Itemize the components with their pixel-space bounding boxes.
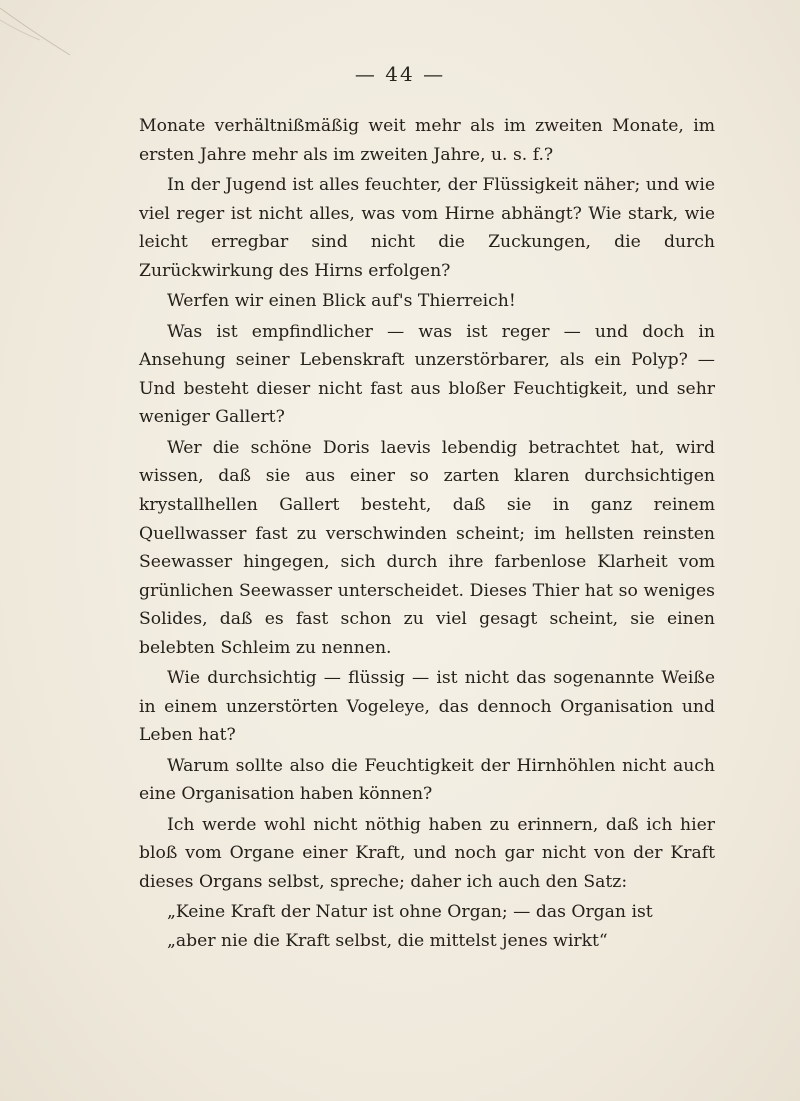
quote-line: „Keine Kraft der Natur ist ohne Organ; — das Organ ist [167,902,653,923]
paragraph: Werfen wir einen Blick auf's Thierreich! [167,291,516,312]
paragraph: Monate verhältnißmäßig weit mehr als im zweiten Monate, im ersten Jahre mehr als im zweiten Jahre, u. s. f.? [139,116,715,165]
quote-line: „aber nie die Kraft selbst, die mittelst jenes wirkt“ [167,931,608,951]
paragraph: Wer die schöne Doris laevis lebendig betrachtet hat, wird wissen, daß sie aus einer so zarten klaren durchsichtigen krystallhellen Gallert besteht, daß sie in ganz reinem Quellwasser fast zu verschwinden scheint; im hellsten reinsten Seewasser hingegen, sich durch ihre farbenlose Klarheit vom grünlichen Seewasser unterscheidet. Dieses Thier hat so weniges Solides, daß es fast schon zu viel gesagt scheint, sie einen belebten Schleim zu nennen. [139,437,715,658]
paragraph: Was ist empfindlicher — was ist reger — und doch in Ansehung seiner Lebenskraft unzerstörbarer, als ein Polyp? — Und besteht dieser nicht fast aus bloßer Feuchtigkeit, und sehr weniger Gallert? [139,321,715,428]
paragraph: Ich werde wohl nicht nöthig haben zu erinnern, daß ich hier bloß vom Organe einer Kraft, und noch gar nicht von der Kraft dieses Organs selbst, spreche; daher ich auch den Satz: [139,814,715,893]
paragraph: Wie durchsichtig — flüssig — ist nicht das sogenannte Weiße in einem unzerstörten Vogeleye, das dennoch Organisation und Leben hat? [139,668,715,746]
page-number: — 44 — [354,62,446,86]
paragraph: Warum sollte also die Feuchtigkeit der Hirnhöhlen nicht auch eine Organisation haben können? [139,755,715,805]
page-corner-mark [0,0,140,70]
body-text [139,112,715,956]
paragraph: In der Jugend ist alles feuchter, der Flüssigkeit näher; und wie viel reger ist nicht alles, was vom Hirne abhängt? Wie stark, wie leicht erregbar sind nicht die Zuckungen, die durch Zurückwirkung des Hirns erfolgen? [139,174,715,281]
